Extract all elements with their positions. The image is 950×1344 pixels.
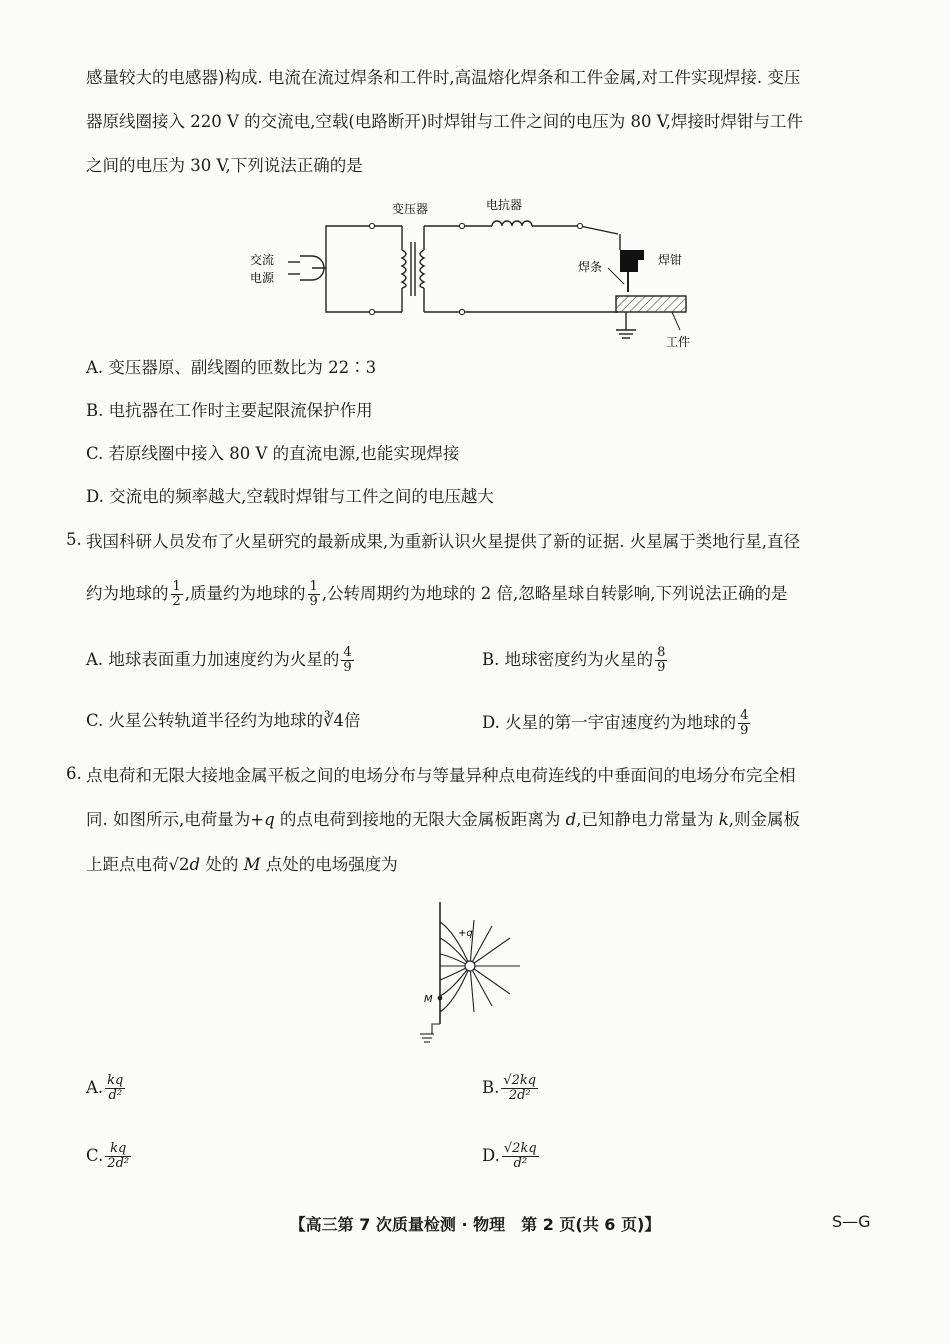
paper-code: S—G	[832, 1212, 871, 1231]
q5-fraction-mass	[308, 580, 320, 609]
workpiece-label: 工件	[666, 335, 691, 349]
q5-text-line-1: 我国科研人员发布了火星研究的最新成果,为重新认识火星提供了新的证据. 火星属于类地行星,直径	[86, 532, 800, 551]
text-run: 的点电荷到接地的无限大金属板距离为	[274, 810, 566, 829]
q6-option-c	[86, 1142, 133, 1171]
fraction-denominator: 9	[740, 723, 749, 738]
workpiece-block	[616, 296, 686, 312]
option-fraction	[341, 646, 353, 675]
sqrt-symbol: √2	[168, 855, 190, 874]
q6-text-line-3	[86, 853, 398, 877]
option-fraction	[105, 1074, 125, 1103]
primary-coil	[402, 250, 406, 288]
option-label: A.	[86, 1078, 104, 1097]
q5-line2-a: 约为地球的	[86, 584, 169, 603]
q5-number: 5.	[66, 530, 82, 549]
distance-symbol: d	[565, 810, 577, 829]
fraction-denominator: 9	[343, 660, 352, 675]
point-symbol: M	[243, 855, 261, 874]
point-m-label: M	[424, 994, 433, 1005]
fraction-numerator: 8	[657, 645, 666, 660]
option-fraction	[502, 1142, 539, 1171]
q6-text-line-1: 点电荷和无限大接地金属平板之间的电场分布与等量异种点电荷连线的中垂面间的电场分布完全相	[86, 766, 796, 785]
q5-option-b	[482, 646, 669, 675]
fraction-numerator: √2kq	[503, 1073, 537, 1088]
fraction-numerator: √2kq	[503, 1141, 537, 1156]
fraction-denominator: 2d²	[107, 1156, 130, 1171]
fraction-numerator: kq	[107, 1073, 124, 1088]
fraction-numerator: kq	[105, 1142, 131, 1157]
fraction-denominator: 9	[657, 660, 666, 675]
option-label: C.	[86, 1146, 104, 1165]
cube-root: ∛4	[323, 711, 345, 730]
q5-line2-b: ,质量约为地球的	[184, 584, 306, 603]
fraction-denominator: d²	[513, 1156, 528, 1171]
clamp-block	[620, 250, 638, 272]
text-run: 处的	[200, 855, 244, 874]
point-m-dot	[438, 996, 443, 1001]
point-charge	[465, 961, 475, 971]
reactor-coil	[492, 221, 532, 226]
text-run: 点处的电场强度为	[260, 855, 398, 874]
q5-option-c	[86, 709, 361, 733]
fraction-denominator: 2d²	[508, 1088, 531, 1103]
fraction-denominator: 9	[309, 594, 318, 609]
charge-label: +q	[458, 928, 473, 939]
text-run: 上距点电荷	[86, 855, 169, 874]
q4-option-b: B. 电抗器在工作时主要起限流保护作用	[86, 401, 373, 420]
text-run: 同. 如图所示,电荷量为	[86, 810, 251, 829]
fraction-numerator: 1	[172, 579, 181, 594]
q6-option-b	[482, 1074, 540, 1103]
fraction-denominator: d²	[108, 1088, 123, 1103]
welding-circuit-figure	[240, 192, 710, 357]
option-fraction	[501, 1074, 538, 1103]
q4-text-line-1: 感量较大的电感器)构成. 电流在流过焊条和工件时,高温熔化焊条和工件金属,对工件实现焊接. 变压	[86, 68, 801, 87]
q4-option-d: D. 交流电的频率越大,空载时焊钳与工件之间的电压越大	[86, 487, 494, 506]
text-run: ,则金属板	[728, 810, 800, 829]
secondary-coil	[420, 250, 424, 288]
q4-text-line-2: 器原线圈接入 220 V 的交流电,空载(电路断开)时焊钳与工件之间的电压为 80 V,焊接时焊钳与工件	[86, 112, 804, 131]
distance-symbol: d	[189, 855, 201, 874]
option-text: C. 火星公转轨道半径约为地球的	[86, 711, 324, 730]
transformer-label: 变压器	[392, 202, 429, 216]
q5-option-d	[482, 709, 752, 738]
q5-option-a	[86, 646, 356, 675]
option-text: D. 火星的第一宇宙速度约为地球的	[482, 713, 737, 732]
fraction-numerator: 1	[309, 579, 318, 594]
q4-option-c: C. 若原线圈中接入 80 V 的直流电源,也能实现焊接	[86, 444, 460, 463]
fraction-numerator: 4	[343, 645, 352, 660]
option-text-suffix: 倍	[344, 711, 361, 730]
q5-line2-c: ,公转周期约为地球的 2 倍,忽略星球自转影响,下列说法正确的是	[321, 584, 788, 603]
option-text: A. 地球表面重力加速度约为火星的	[86, 650, 340, 669]
reactor-label: 电抗器	[486, 198, 523, 212]
q4-text-line-3: 之间的电压为 30 V,下列说法正确的是	[86, 156, 363, 175]
text-run: ,已知静电力常量为	[576, 810, 719, 829]
page-footer: 【高三第 7 次质量检测 · 物理 第 2 页(共 6 页)】	[289, 1215, 661, 1234]
rod-label: 焊条	[578, 260, 603, 274]
electric-field-figure	[410, 898, 540, 1054]
fraction-numerator: 4	[740, 708, 749, 723]
q6-option-d	[482, 1142, 541, 1171]
q5-fraction-diameter	[171, 580, 183, 609]
source-label-1: 交流	[250, 253, 275, 267]
option-fraction	[655, 646, 667, 675]
constant-symbol: k	[718, 810, 729, 829]
q6-number: 6.	[66, 764, 82, 783]
q5-text-line-2	[86, 580, 788, 609]
option-label: D.	[482, 1146, 500, 1165]
clamp-label: 焊钳	[658, 253, 683, 267]
source-label-2: 电源	[250, 271, 275, 285]
option-fraction	[105, 1142, 131, 1171]
option-text: B. 地球密度约为火星的	[482, 650, 654, 669]
q6-option-a	[86, 1074, 127, 1103]
q4-option-a: A. 变压器原、副线圈的匝数比为 22∶3	[86, 358, 377, 377]
option-label: B.	[482, 1078, 500, 1097]
charge-symbol: +q	[250, 810, 275, 829]
q6-text-line-2	[86, 808, 800, 832]
option-fraction	[738, 709, 750, 738]
fraction-denominator: 2	[172, 594, 181, 609]
